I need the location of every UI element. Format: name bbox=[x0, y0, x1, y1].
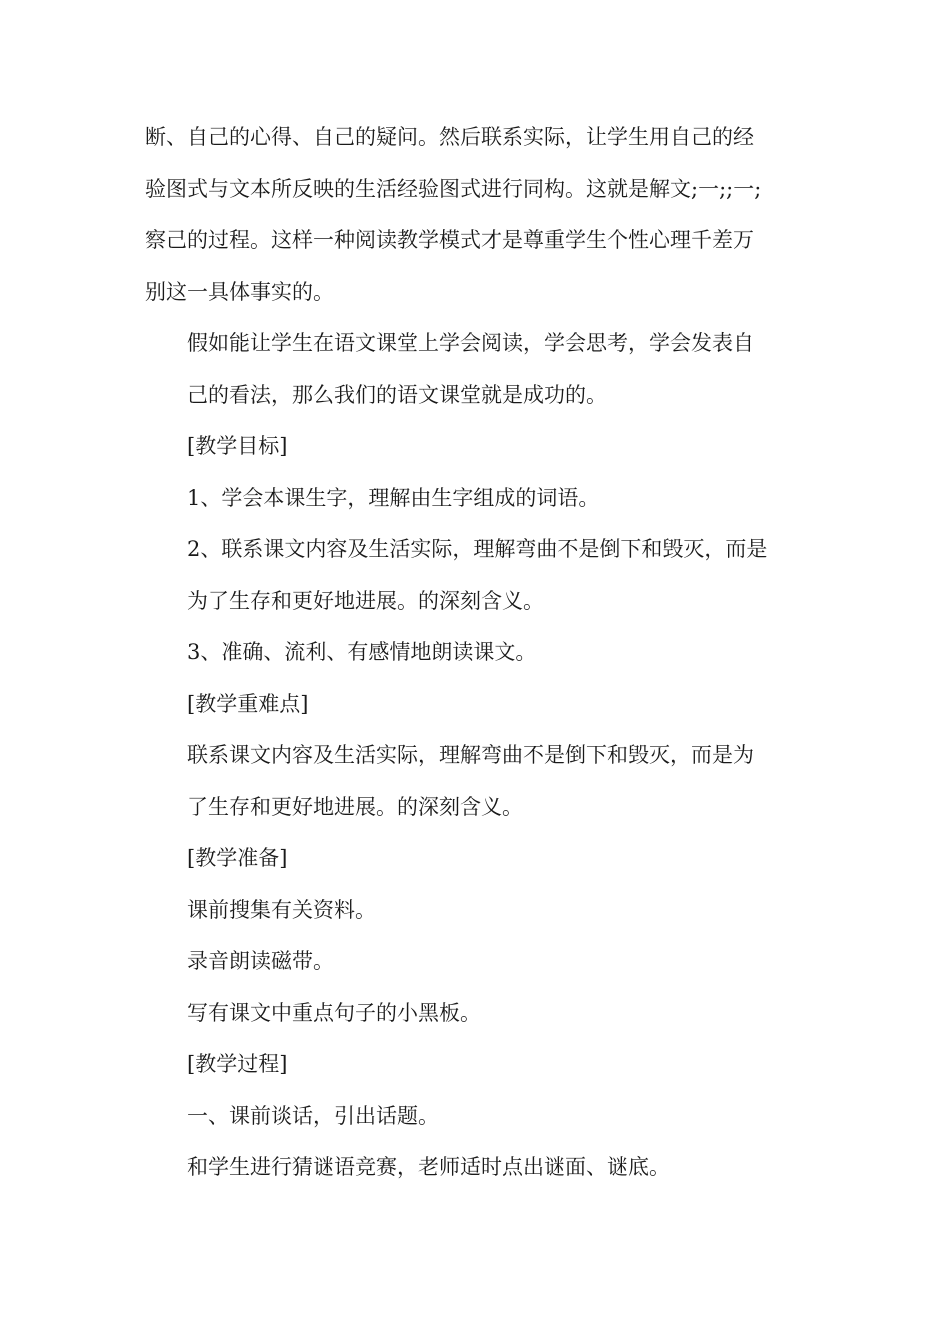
text-line: 一、课前谈话，引出话题。 bbox=[187, 1103, 439, 1128]
paragraph bbox=[145, 1039, 810, 1091]
paragraph bbox=[145, 1091, 810, 1143]
paragraph bbox=[145, 318, 810, 421]
text-line: 写有课文中重点句子的小黑板。 bbox=[187, 1000, 481, 1025]
text-line: 察己的过程。这样一种阅读教学模式才是尊重学生个性心理千差万 bbox=[145, 228, 754, 252]
text-line: [教学准备] bbox=[187, 846, 288, 870]
paragraph bbox=[145, 473, 810, 525]
text-line: 录音朗读磁带。 bbox=[187, 949, 334, 973]
paragraph bbox=[145, 524, 810, 627]
paragraph bbox=[145, 1142, 810, 1194]
paragraph bbox=[145, 936, 810, 988]
text-line: [教学重难点] bbox=[187, 691, 309, 716]
text-line: 课前搜集有关资料。 bbox=[187, 897, 376, 922]
text-line: 联系课文内容及生活实际，理解弯曲不是倒下和毁灭，而是为 bbox=[187, 743, 754, 767]
text-line: 了生存和更好地进展。的深刻含义。 bbox=[187, 794, 523, 819]
text-line: 假如能让学生在语文课堂上学会阅读，学会思考，学会发表自 bbox=[187, 331, 754, 355]
paragraph bbox=[145, 730, 810, 833]
text-line: 2、联系课文内容及生活实际，理解弯曲不是倒下和毁灭，而是 bbox=[187, 537, 768, 561]
text-line: 1、学会本课生字，理解由生字组成的词语。 bbox=[187, 485, 600, 510]
paragraph bbox=[145, 421, 810, 473]
paragraph bbox=[145, 988, 810, 1040]
paragraph bbox=[145, 885, 810, 937]
document-body bbox=[145, 112, 810, 1194]
text-line: 3、准确、流利、有感情地朗读课文。 bbox=[187, 640, 537, 664]
text-line: 别这一具体事实的。 bbox=[145, 279, 334, 304]
text-line: [教学目标] bbox=[187, 434, 288, 458]
paragraph bbox=[145, 679, 810, 731]
text-line: 断、自己的心得、自己的疑问。然后联系实际，让学生用自己的经 bbox=[145, 125, 754, 149]
text-line: 和学生进行猜谜语竞赛，老师适时点出谜面、谜底。 bbox=[187, 1155, 670, 1179]
text-line: 为了生存和更好地进展。的深刻含义。 bbox=[187, 588, 544, 613]
paragraph bbox=[145, 833, 810, 885]
paragraph bbox=[145, 112, 810, 318]
paragraph bbox=[145, 627, 810, 679]
text-line: 己的看法，那么我们的语文课堂就是成功的。 bbox=[187, 382, 607, 407]
text-line: [教学过程] bbox=[187, 1052, 288, 1076]
text-line: 验图式与文本所反映的生活经验图式进行同构。这就是解文;一;;一; bbox=[145, 176, 762, 201]
